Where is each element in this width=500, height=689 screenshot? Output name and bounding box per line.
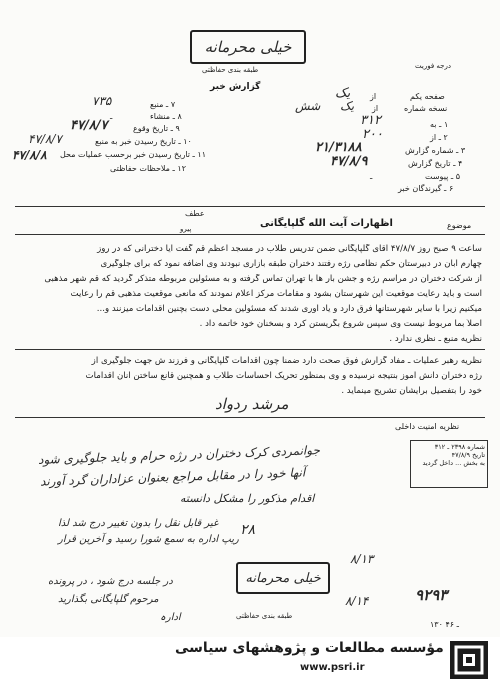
- subject-side-label-2: پیرو: [180, 225, 192, 233]
- handwritten-note-3: آنها خود را در مقابل مراجع بعنوان عزاداران گرد آورند: [39, 465, 306, 489]
- f10-value: ۴۷/۸/۷: [28, 132, 62, 146]
- receipt-line: به بخش ... داخل گردید: [422, 459, 485, 467]
- receipt-stamp: [410, 440, 488, 488]
- signature-4: ادارہ: [160, 612, 181, 623]
- handwritten-note-5: غیر قابل نقل را بدون تغییر درج شد لذا: [58, 518, 219, 529]
- bottom-sub: طبقه بندی حفاظتی: [236, 612, 293, 620]
- r1-value: ۳۱۲: [360, 113, 381, 128]
- body-line: میکنیم زیرا با سایر شهرستانها فرق دارد و یاد آوری شدند که مسئولین محلی دست بچنین اقدامات میزنند و...: [96, 304, 482, 314]
- subject-side-label: عطف: [185, 209, 205, 218]
- bottom-classification-stamp: [236, 562, 330, 594]
- top-stamp-text: خیلی محرمانه: [204, 38, 292, 56]
- footer-org-name: مؤسسه مطالعات و پژوهشهای سیاسی: [175, 640, 444, 656]
- body-line: اصلاً بما مربوط نیست وی سپس شروع بگریستن کرد و بسخنان خود خاتمه داد .: [199, 319, 482, 329]
- receipt-line: شماره ۲۳۹۸ ـ ۳۱۲: [434, 443, 485, 451]
- leader-rule: [15, 349, 485, 350]
- top-classification-stamp: [190, 30, 306, 64]
- leader-line: رژه دختران دانش آموز بنتیجه نرسیده و وی بمنظور تحریک احساسات طلاب و همچنین قانع ساختن آنان اقدامات: [85, 371, 482, 381]
- body-line: از شرکت دختران در مراسم رژه و جشن بار ها با تهران تماس گرفته و به مسئولین مربوطه متذکر گردید که قم شهر مذهبی: [44, 274, 482, 284]
- page-label: صفحه یکم: [410, 92, 445, 101]
- copy-label: نسخه شماره: [404, 104, 448, 113]
- classification-sub: طبقه بندی حفاظتی: [202, 66, 259, 74]
- body-line: نظریه منبع ـ نظری ندارد .: [389, 334, 482, 344]
- subject-label: موضوع: [447, 221, 472, 230]
- page-from: از: [370, 92, 377, 101]
- subject-value: اظهارات آیت الله گلپایگانی: [260, 218, 393, 229]
- signature-2: ۸/۱۳: [350, 552, 374, 566]
- r3-value: ۲۱/۳۱۸۸: [315, 140, 362, 155]
- footer-url[interactable]: www.psri.ir: [300, 662, 365, 673]
- r4-value: ۴۷/۸/۹: [330, 154, 368, 169]
- f7-value: ۷۳۵: [92, 94, 112, 108]
- form-code: ۱۳۰ ـ ۴۶: [430, 620, 459, 629]
- r6-label: ۶ ـ گیرندگان خبر: [398, 184, 454, 193]
- security-rule: [15, 417, 485, 418]
- handwritten-note-6: ریپ اداره به سمع شورا رسید و آخرین قرار: [58, 534, 239, 545]
- body-line: است و باید رعایت موقعیت این شهرستان بشود و مقامات مرکز اعلام نمودند که مانعی موقعیت مذهبی قم را رعایت: [70, 289, 482, 299]
- subject-rule-top: [15, 206, 485, 207]
- copy-of: از: [372, 104, 379, 113]
- receipt-line: تاریخ ۴۷/۸/۹: [451, 451, 485, 459]
- institute-logo-icon: [450, 641, 488, 679]
- copy-value: یک: [340, 99, 355, 113]
- handwritten-note-7: در جلسه درج شود ، در پرونده: [48, 576, 173, 587]
- r4-label: ۴ ـ تاریخ گزارش: [408, 159, 463, 168]
- page-value: یک: [335, 86, 351, 101]
- handwritten-note-4: اقدام مذکور را مشکل دانسته: [180, 492, 315, 505]
- subject-rule-bottom: [15, 234, 485, 235]
- body-line: ساعت ۹ صبح روز ۴۷/۸/۷ آقای گلپایگانی ضمن تدریس طلاب در مسجد اعظم قم گفت آیا دخترانی که در روز: [97, 244, 482, 254]
- r2-value: ۲۰۰: [362, 127, 383, 142]
- bottom-stamp-text: خیلی محرمانه: [245, 570, 321, 586]
- leader-line: نظریه رهبر عملیات ـ مفاد گزارش فوق صحت دارد ضمناً چون اقدامات گلپایگانی و فرزند ش جهت جلوگیری از: [91, 356, 482, 366]
- r2-label: ۲ ـ از: [430, 133, 448, 142]
- f12-label: ۱۲ ـ ملاحظات حفاظتی: [110, 164, 186, 173]
- degree-label: درجه فوریت: [415, 62, 451, 70]
- handwritten-note-2: جوانمردی کرک دختران در رژه حرام و باید جلوگیری شود: [37, 443, 321, 467]
- security-opinion-label: نظریه امنیت داخلی: [395, 422, 460, 431]
- handwritten-note-8: مرحوم گلپایگانی بگذارید: [58, 594, 159, 605]
- r5-value: ـ: [370, 172, 373, 181]
- signature-3: ۸/۱۴: [345, 594, 369, 608]
- f8-label: ۸ ـ منشاء: [150, 112, 182, 121]
- leader-line: خود را بتفصیل برایشان تشریح مینماید .: [341, 386, 482, 396]
- f11-value: ۴۷/۸/۸: [12, 148, 47, 162]
- f9-value: ۴۷/۸/۷: [70, 118, 108, 133]
- footer-band: [0, 637, 500, 689]
- f7-label: ۷ ـ منبع: [150, 100, 176, 109]
- r3-label: ۳ ـ شماره گزارش: [405, 146, 466, 155]
- f8-value: ـ: [110, 112, 113, 121]
- report-title: گزارش خبر: [210, 82, 261, 92]
- serial-number: ۹۲۹۳: [415, 586, 448, 604]
- f9-label: ۹ ـ تاریخ وقوع: [133, 124, 180, 133]
- copy-total: شش: [295, 99, 321, 113]
- signature-1: ۲۸: [240, 522, 256, 538]
- f11-label: ۱۱ ـ تاریخ رسیدن خبر برحسب عملیات محل: [60, 150, 206, 159]
- handwritten-note-1: مرشد ردواد: [215, 395, 289, 413]
- f10-label: ۱۰ ـ تاریخ رسیدن خبر به منبع: [95, 137, 192, 146]
- body-line: چهارم آبان در دبیرستان حکم نظامی رژه رفتند دختران طبقه بازاری نبودند وی اضافه نمود که برای جلوگیری: [100, 259, 482, 269]
- r1-label: ۱ ـ به: [430, 120, 449, 129]
- r5-label: ۵ ـ پیوست: [425, 172, 461, 181]
